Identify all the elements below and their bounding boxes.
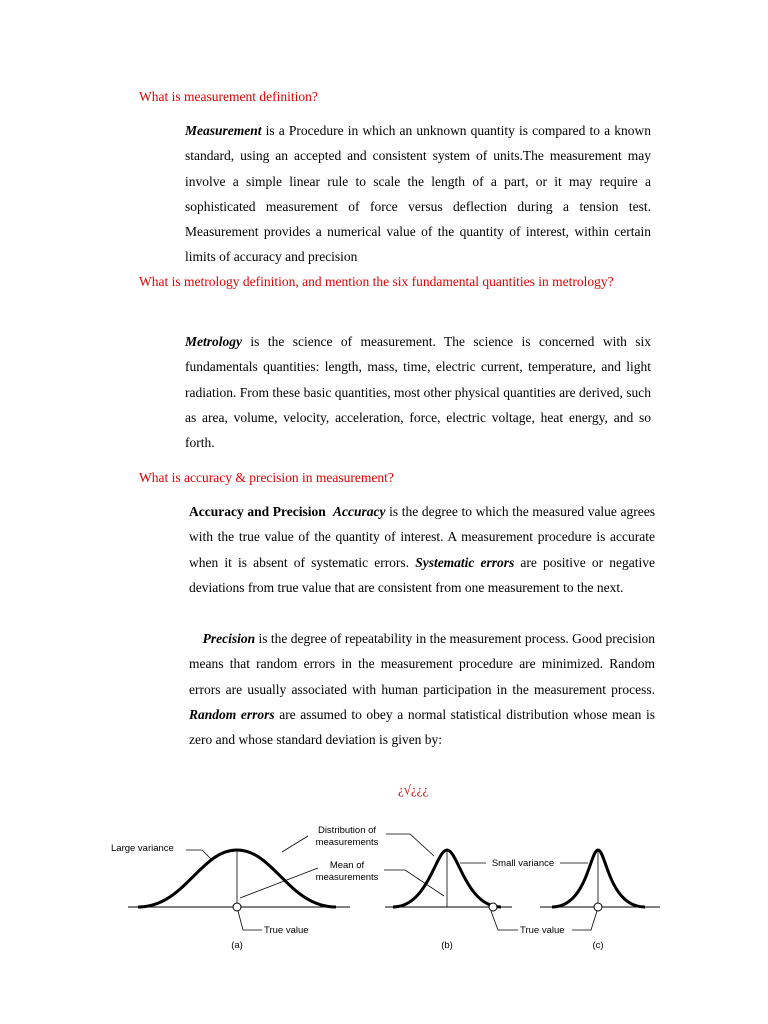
measurement-body: is a Procedure in which an unknown quantity is compared to a known standard, using an accepted and consistent system of units.The measurement may involve a simple linear rule to scale the length of a part, or it may require a sophisticated measurement of force versus deflection during a tension test. Measurement provides a numerical value of the quantity of interest, within certain limits of accuracy and precision [185,123,651,265]
question-metrology-definition: What is metrology definition, and mention the six fundamental quantities in metrology? [139,274,614,289]
accuracy-body: is the degree to which the measured value agrees with the true value of the quantity of interest. A measurement procedure is accurate when it is absent of systematic errors. [189,504,656,570]
paragraph-metrology [185,329,651,455]
term-measurement: Measurement [185,123,262,138]
label-mean-line1: Mean of [329,860,365,871]
paragraph-measurement [185,118,651,270]
precision-body: is the degree of repeatability in the measurement process. Good precision means that random errors in the measurement procedure are minimized. Random errors are usually associated with human participation in the measurement process. [189,631,655,697]
label-distribution-line1: Distribution of [317,825,377,836]
question-accuracy-precision: What is accuracy & precision in measurement? [139,470,394,485]
leader-mean-a [240,868,318,898]
term-systematic-errors: Systematic errors [415,554,515,570]
label-true-value-b: True value [520,925,565,936]
label-large-variance: Large variance [111,843,174,854]
variance-distribution-figure [0,810,768,980]
term-precision: Precision [202,631,256,646]
leader-true-value-a [238,911,262,930]
true-value-marker-c [594,903,602,911]
label-panel-b: (b) [441,940,453,951]
term-random-errors: Random errors [189,706,275,722]
label-panel-a: (a) [231,940,243,951]
random-body: are assumed to obey a normal statistical distribution whose mean is zero and whose standard deviation is given by: [189,706,655,748]
metrology-body: is the science of measurement. The science is concerned with six fundamentals quantities: length, mass, time, electric current, temperature, and light radiation. From these basic quantities, most other physical quantities are derived, such as area, volume, velocity, acceleration, force, electric voltage, heat energy, and so forth. [185,334,651,451]
leader-distribution-b [386,834,434,856]
label-small-variance: Small variance [491,858,555,869]
label-distribution-line2: measurements [315,837,379,848]
leader-distribution-a [282,836,308,852]
paragraph-precision [189,626,655,752]
leader-true-value-b [491,911,518,930]
small-variance-curve-c [552,850,645,907]
label-mean-line2: measurements [315,872,379,883]
leader-true-value-c [572,911,597,930]
leader-mean-b [384,870,444,896]
standard-deviation-formula: ¿√¿¿¿ [398,782,429,797]
term-accuracy: Accuracy [333,504,386,519]
true-value-marker-a [233,903,241,911]
true-value-marker-b [489,903,497,911]
label-panel-c: (c) [592,940,604,951]
leader-large-variance [186,850,212,860]
term-metrology: Metrology [185,334,242,349]
paragraph-accuracy [189,499,655,600]
question-measurement-definition: What is measurement definition? [139,89,318,104]
heading-accuracy-precision: Accuracy and Precision [189,504,326,519]
label-true-value-a: True value [264,925,309,936]
systematic-body: are positive or negative deviations from true value that are consistent from one measurement to the next. [189,554,656,595]
